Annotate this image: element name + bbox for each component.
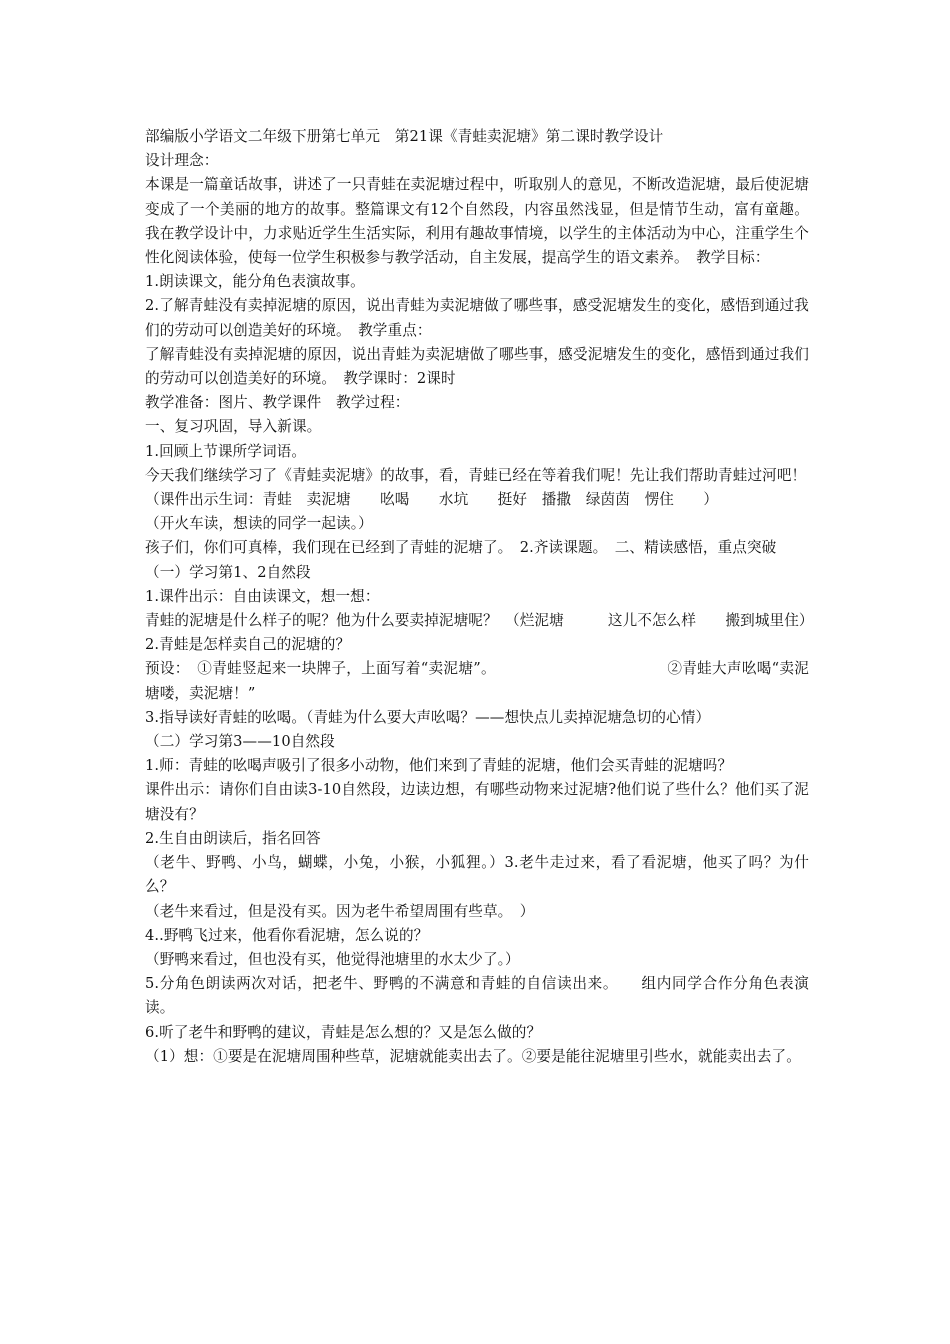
subsection-2-item-5: 5.分角色朗读两次对话，把老牛、野鸭的不满意和青蛙的自信读出来。 组内同学合作分角色表演读。 [145, 975, 809, 1017]
reading-note: （开火车读，想读的同学一起读。） [145, 515, 373, 533]
subsection-2-item-2: 2.生自由朗读后，指名回答 [145, 829, 321, 847]
teaching-preparation: 教学准备：图片、教学课件 教学过程： [145, 394, 410, 412]
document-title: 部编版小学语文二年级下册第七单元 第21课《青蛙卖泥塘》第二课时教学设计 [145, 128, 664, 145]
paragraph-transition: 孩子们，你们可真棒，我们现在已经到了青蛙的泥塘了。 2.齐读课题。 二、精读感悟，重点突破 [145, 539, 777, 557]
subsection-1-item-3: 3.指导读好青蛙的吆喝。（青蛙为什么要大声吆喝？——想快点儿卖掉泥塘急切的心情） [145, 708, 711, 726]
vocabulary-list: （课件出示生词：青蛙 卖泥塘 吆喝 水坑 挺好 播撒 绿茵茵 愣住 ） [145, 491, 719, 509]
objective-1: 1.朗读课文，能分角色表演故事。 [145, 273, 365, 291]
subsection-1-item-1: 1.课件出示：自由读课文，想一想： [145, 587, 380, 605]
subsection-2-item-6: 6.听了老牛和野鸭的建议，青蛙是怎么想的？又是怎么做的？ [145, 1023, 542, 1041]
step-one-item-1: 1.回顾上节课所学词语。 [145, 442, 307, 460]
document-body [145, 125, 814, 1069]
objective-2: 2.了解青蛙没有卖掉泥塘的原因，说出青蛙为卖泥塘做了哪些事，感受泥塘发生的变化，感悟到通过我们的劳动可以创造美好的环境。 教学重点： [145, 297, 809, 339]
subsection-2-courseware: 课件出示：请你们自由读3-10自然段，边读边想，有哪些动物来过泥塘?他们说了些什么？他们买了泥塘没有？ [145, 781, 809, 823]
step-one-heading: 一、复习巩固，导入新课。 [145, 418, 322, 436]
subsection-2-duck-answer: （野鸭来看过，但也没有买，他觉得池塘里的水太少了。） [145, 950, 520, 968]
subsection-2-animals: （老牛、野鸭、小鸟，蝴蝶，小兔，小猴，小狐狸。）3.老牛走过来，看了看泥塘，他买了吗？为什么？ [145, 854, 809, 896]
subsection-1-heading: （一）学习第1、2自然段 [145, 563, 311, 581]
subsection-2-item-1: 1.师：青蛙的吆喝声吸引了很多小动物，他们来到了青蛙的泥塘，他们会买青蛙的泥塘吗？ [145, 757, 733, 775]
subsection-1-item-2: 2.青蛙是怎样卖自己的泥塘的？ [145, 636, 351, 654]
teaching-focus: 了解青蛙没有卖掉泥塘的原因，说出青蛙为卖泥塘做了哪些事，感受泥塘发生的变化，感悟到通过我们的劳动可以创造美好的环境。 教学课时：2课时 [145, 345, 809, 388]
subsection-2-heading: （二）学习第3——10自然段 [145, 733, 335, 751]
subsection-2-thoughts: （1）想：①要是在泥塘周围种些草，泥塘就能卖出去了。②要是能往泥塘里引些水，就能卖出去了。 [145, 1047, 801, 1065]
paragraph-intro: 今天我们继续学习了《青蛙卖泥塘》的故事，看，青蛙已经在等着我们呢！先让我们帮助青蛙过河吧！ [145, 466, 807, 484]
paragraph-design-concept: 本课是一篇童话故事，讲述了一只青蛙在卖泥塘过程中，听取别人的意见，不断改造泥塘，最后使泥塘变成了一个美丽的地方的故事。整篇课文有12个自然段，内容虽然浅显，但是情节生动，富有童趣。我在教学设计中，力求贴近学生生活实际，利用有趣故事情境，以学生的主体活动为中心，注重学生个性化阅读体验，使每一位学生积极参与教学活动，自主发展，提高学生的语文素养。 教学目标： [145, 176, 809, 267]
subsection-2-item-4: 4..野鸭飞过来，他看你看泥塘，怎么说的？ [145, 926, 429, 944]
section-heading-design-concept: 设计理念： [145, 152, 219, 170]
subsection-2-ox-answer: （老牛来看过，但是没有买。因为老牛希望周围有些草。 ） [145, 902, 535, 920]
subsection-1-question: 青蛙的泥塘是什么样子的呢？他为什么要卖掉泥塘呢？ （烂泥塘 这儿不怎么样 搬到城里住） [145, 612, 814, 630]
subsection-1-preset: 预设： ①青蛙竖起来一块牌子，上面写着“卖泥塘”。 ②青蛙大声吆喝“卖泥塘喽，卖泥塘！” [145, 660, 809, 702]
